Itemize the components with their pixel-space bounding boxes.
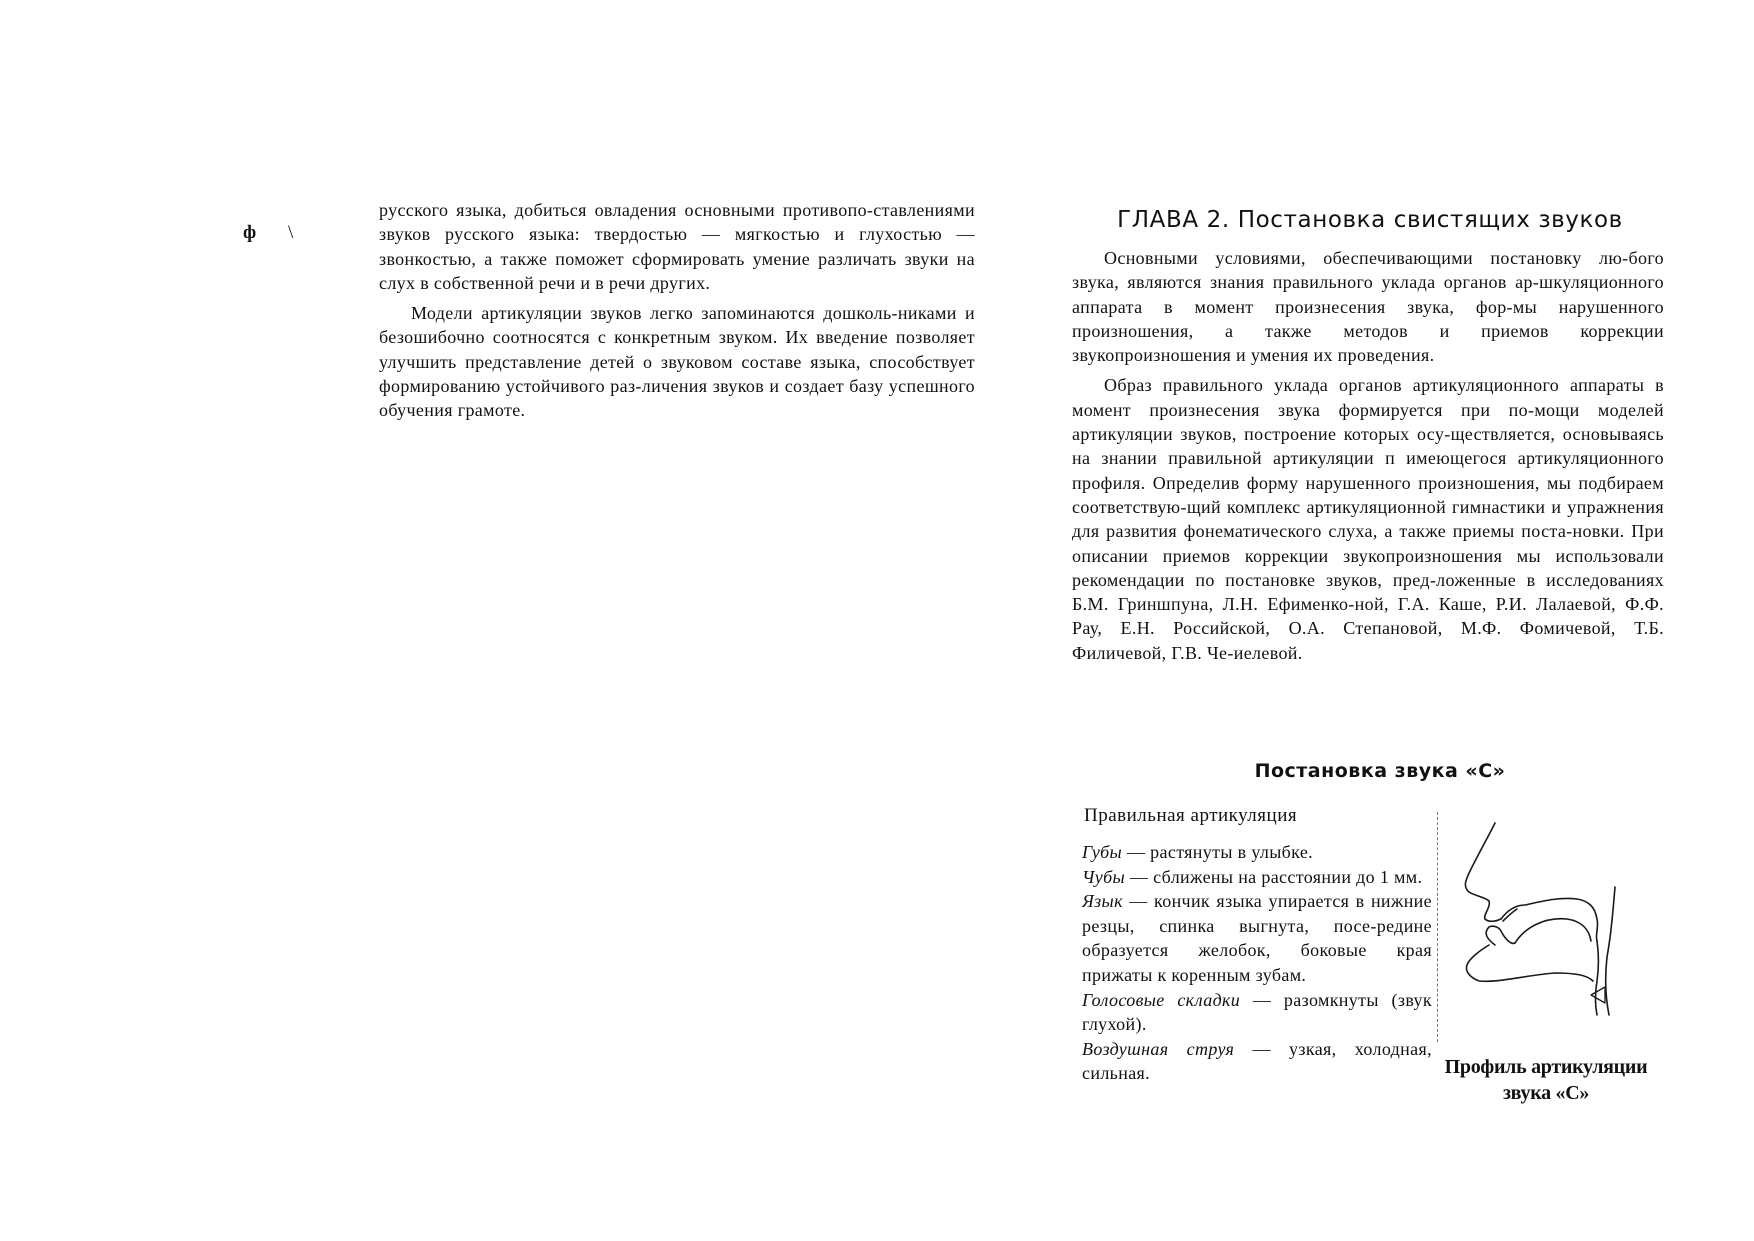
chin-line	[1467, 945, 1594, 981]
pharynx-front-line	[1596, 941, 1599, 1015]
face-profile-line	[1465, 823, 1501, 921]
section-title: Постановка звука «С»	[1254, 759, 1506, 782]
right-paragraph-1: Основными условиями, обеспечивающими постановку лю-бого звука, являются знания правильного уклада органов ар-шкуляционного аппарата в момент произнесения звука, фор-мы нарушенного произношения, а также методов и приемов коррекции звукопроизношения и умения их проведения.	[1072, 248, 1664, 366]
articulation-heading: Правильная артикуляция	[1084, 805, 1298, 826]
articulation-term: Голосовые складки	[1082, 989, 1241, 1010]
articulation-term: Воздушная струя	[1082, 1038, 1235, 1059]
tongue-line	[1515, 919, 1591, 943]
left-paragraph-2: Модели артикуляции звуков легко запоминаются дошколь-никами и безошибочно соотносятся с конкретным звуком. Их введение позволяет улучшить представление детей о звуковом составе языка, способствует формированию устойчивого раз-личения звуков и создает базу успешного обучения грамоте.	[379, 303, 975, 421]
articulation-profile-figure	[1455, 815, 1640, 1030]
articulation-term: Чубы	[1082, 866, 1126, 887]
stray-mark-f: ф	[243, 222, 257, 243]
figure-caption-line-1: Профиль артикуляции	[1444, 1056, 1648, 1078]
figure-divider	[1437, 812, 1438, 1042]
glottis-mark	[1591, 987, 1605, 1003]
figure-caption	[1430, 1054, 1662, 1106]
articulation-desc: — сближены на расстоянии до 1 мм.	[1125, 866, 1423, 887]
lower-lip-line	[1486, 926, 1515, 945]
articulation-item-teeth	[1082, 865, 1432, 890]
left-page-text	[379, 198, 975, 423]
right-page-text	[1072, 246, 1664, 665]
articulation-desc: — узкая, холодная, сильная.	[1082, 1038, 1432, 1084]
articulation-desc: — кончик языка упирается в нижние резцы, спинка выгнута, посе-редине образуется желобок, боковые края прижаты к коренным зубам.	[1082, 891, 1432, 985]
stray-mark-slash: \	[288, 222, 294, 243]
articulation-item-airflow	[1082, 1037, 1432, 1086]
figure-caption-line-2: звука «С»	[1502, 1082, 1590, 1104]
articulation-desc: — растянуты в улыбке.	[1122, 842, 1314, 862]
articulation-item-lips	[1082, 840, 1432, 865]
articulation-term: Язык	[1082, 891, 1123, 912]
articulation-item-vocal-folds	[1082, 988, 1432, 1037]
right-paragraph-2: Образ правильного уклада органов артикуляционного аппараты в момент произнесения звука формируется при по-мощи моделей артикуляции звуков, построение которых осу-ществляется, основываясь на знании правильной артикуляции п имеющегося артикуляционного профиля. Определив форму нарушенного произношения, мы подбираем соответствую-щий комплекс артикуляционной гимнастики и упражнения для развития фонематического слуха, а также приемы поста-новки. При описании приемов коррекции звукопроизношения мы использовали рекомендации по постановке звуков, пред-ложенные в исследованиях Б.М. Гриншпуна, Л.Н. Ефименко-ной, Г.А. Каше, Р.И. Лалаевой, Ф.Ф. Рау, Е.Н. Российской, О.А. Степановой, М.Ф. Фомичевой, Т.Б. Филичевой, Г.В. Че-иелевой.	[1072, 375, 1664, 663]
articulation-desc: — разомкнуты (звук глухой).	[1082, 989, 1432, 1035]
pharynx-back-line	[1606, 887, 1615, 1015]
articulation-term: Губы	[1082, 842, 1123, 862]
articulation-item-tongue	[1082, 889, 1432, 987]
articulation-list	[1082, 840, 1432, 1086]
chapter-title: ГЛАВА 2. Постановка свистящих звуков	[1117, 207, 1623, 234]
left-paragraph-1: русского языка, добиться овладения основными противопо-ставлениями звуков русского языка: твердостью — мягкостью и глухостью — звонкостью, а также поможет сформировать умение различать звуки на слух в собственной речи и в речи других.	[379, 200, 975, 293]
